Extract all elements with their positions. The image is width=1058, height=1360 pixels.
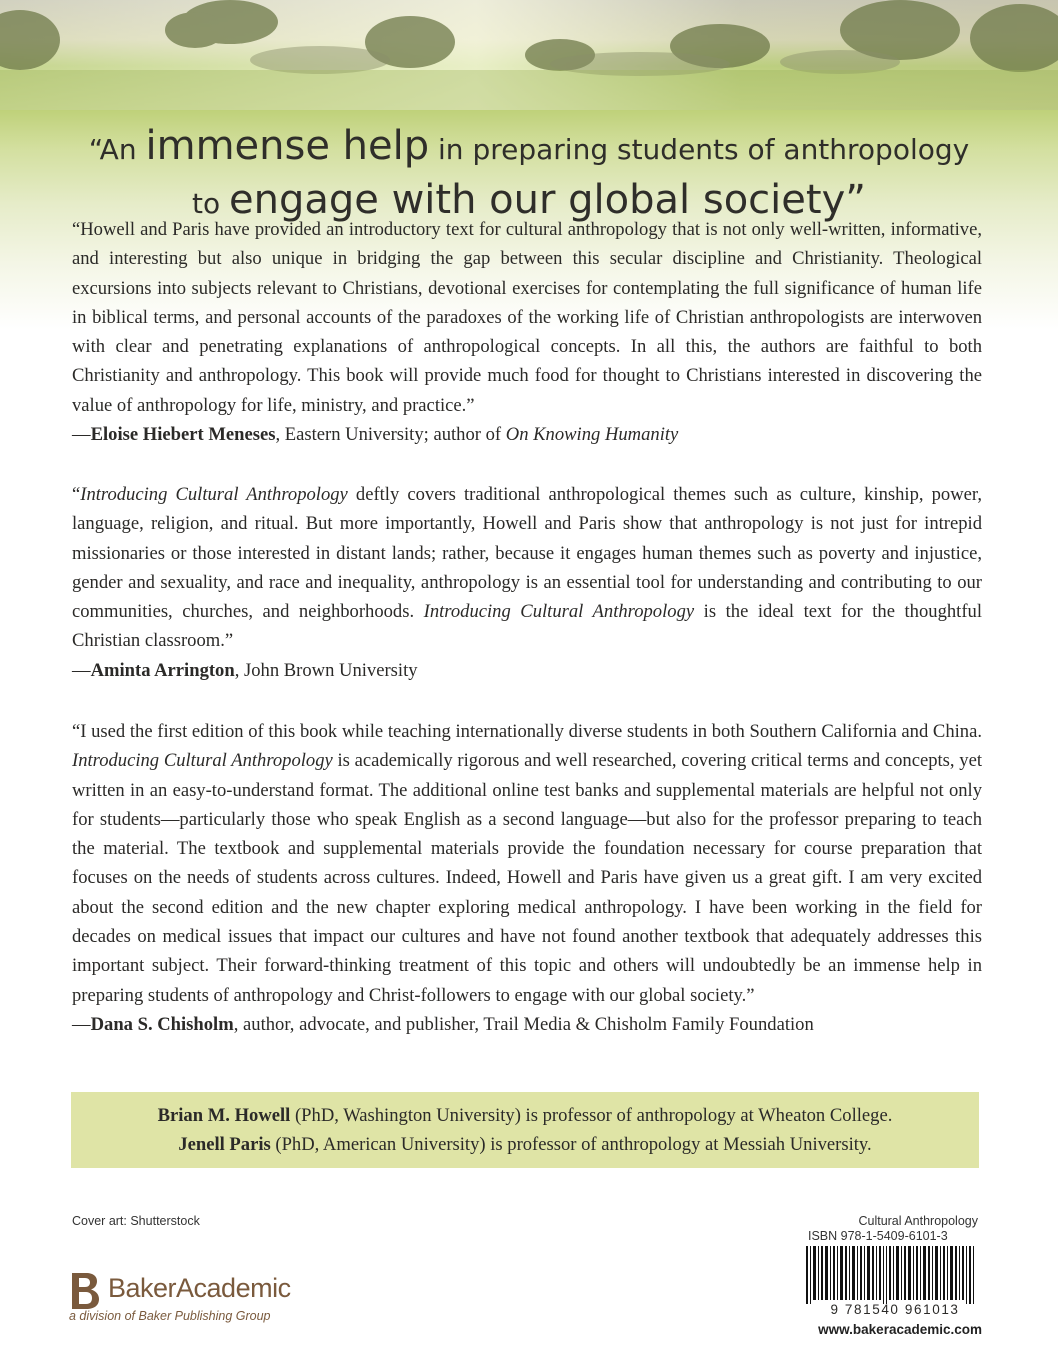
book-title: Introducing Cultural Anthropology: [80, 484, 348, 505]
publisher-subtitle: a division of Baker Publishing Group: [69, 1309, 271, 1323]
endorsement-chisholm: [72, 717, 982, 1039]
endorsement-meneses: [72, 215, 982, 449]
barcode-number: 9 781540 961013: [830, 1302, 960, 1317]
endorser-name: Eloise Hiebert Meneses: [90, 424, 276, 446]
endorsement-attribution: —Aminta Arrington, John Brown University: [72, 659, 418, 681]
headline-emphasis-2: engage with our global society: [229, 177, 846, 223]
book-title: On Knowing Humanity: [505, 424, 679, 446]
endorsement-text: “Introducing Cultural Anthropology deftly covers traditional anthropological themes such as culture, kinship, power, language, religion, and ritual. But more importantly, Howell and Paris show that anthropology is not just for intrepid missionaries or those interested in distant lands; rather, because it engages human themes such as poverty and injustice, gender and sexuality, and race and inequality, anthropology is an essential tool for understanding and contributing to our communities, churches, and neighborhoods. Introducing Cultural Anthropology is the ideal text for the thoughtful Christian classroom.”: [72, 484, 982, 652]
endorsement-text: “Howell and Paris have provided an introductory text for cultural anthropology that is not only well-written, informative, and interesting but also unique in bridging the gap between this secular discipline and Christianity. Theological excursions into subjects relevant to Christians, devotional exercises for contemplating the full significance of human life in biblical terms, and personal accounts of the paradoxes of the working life of Christian anthropologists are interwoven with clear and penetrating explanations of anthropological concepts. In all this, the authors are faithful to both Christianity and anthropology. This book will provide much food for thought to Christians interested in discovering the value of anthropology for life, ministry, and practice.”: [72, 219, 982, 416]
author-name: Jenell Paris: [178, 1134, 271, 1155]
baker-b-logo-icon: [68, 1271, 102, 1311]
publisher-url[interactable]: www.bakeracademic.com: [818, 1322, 982, 1337]
subject-category: Cultural Anthropology: [858, 1214, 978, 1228]
headline-emphasis-1: immense help: [145, 123, 430, 169]
author-name: Brian M. Howell: [157, 1105, 291, 1126]
catalog-info: [808, 1214, 978, 1244]
author-bios-box: [71, 1092, 979, 1168]
book-title: Introducing Cultural Anthropology: [423, 601, 695, 623]
endorsement-arrington: [72, 480, 982, 685]
headline-line-1: “An immense help in preparing students of anthropology: [88, 123, 970, 169]
publisher-name: BakerAcademic: [108, 1273, 291, 1303]
endorsement-attribution: —Dana S. Chisholm, author, advocate, and publisher, Trail Media & Chisholm Family Foundation: [72, 1013, 814, 1035]
book-title: Introducing Cultural Anthropology: [72, 750, 333, 772]
publisher-logo: [68, 1269, 328, 1329]
endorsement-attribution: —Eloise Hiebert Meneses, Eastern University; author of On Knowing Humanity: [72, 424, 679, 446]
headline-line-2: to engage with our global society”: [192, 177, 866, 223]
cover-art-credit: Cover art: Shutterstock: [72, 1214, 200, 1228]
isbn: ISBN 978-1-5409-6101-3: [808, 1229, 948, 1243]
endorser-name: Aminta Arrington: [90, 659, 235, 681]
barcode-image: [804, 1246, 980, 1308]
endorser-name: Dana S. Chisholm: [90, 1013, 234, 1035]
author-bio-howell: Brian M. Howell (PhD, Washington University) is professor of anthropology at Wheaton College.: [157, 1105, 893, 1126]
pull-quote-headline: [0, 122, 1058, 228]
endorsement-text: “I used the first edition of this book while teaching internationally diverse students in both Southern California and China. Introducing Cultural Anthropology is academically rigorous and well researched, covering critical terms and concepts, yet written in an easy-to-understand format. The additional online test banks and supplemental materials are helpful not only for students—particularly those who speak English as a second language—but also for the professor preparing to teach the material. The textbook and supplemental materials provide the foundation necessary for course preparation that focuses on the needs of students across cultures. Indeed, Howell and Paris have given us a great gift. I am very excited about the second edition and the new chapter exploring medical anthropology. I have been working in the field for decades on medical issues that impact our cultures and have not found another textbook that adequately addresses this important subject. Their forward-thinking treatment of this topic and others will undoubtedly be an immense help in preparing students of anthropology and Christ-followers to engage with our global society.”: [72, 721, 982, 1006]
author-bio-paris: Jenell Paris (PhD, American University) is professor of anthropology at Messiah University.: [178, 1134, 872, 1155]
treeline-illustration: [0, 0, 1058, 110]
